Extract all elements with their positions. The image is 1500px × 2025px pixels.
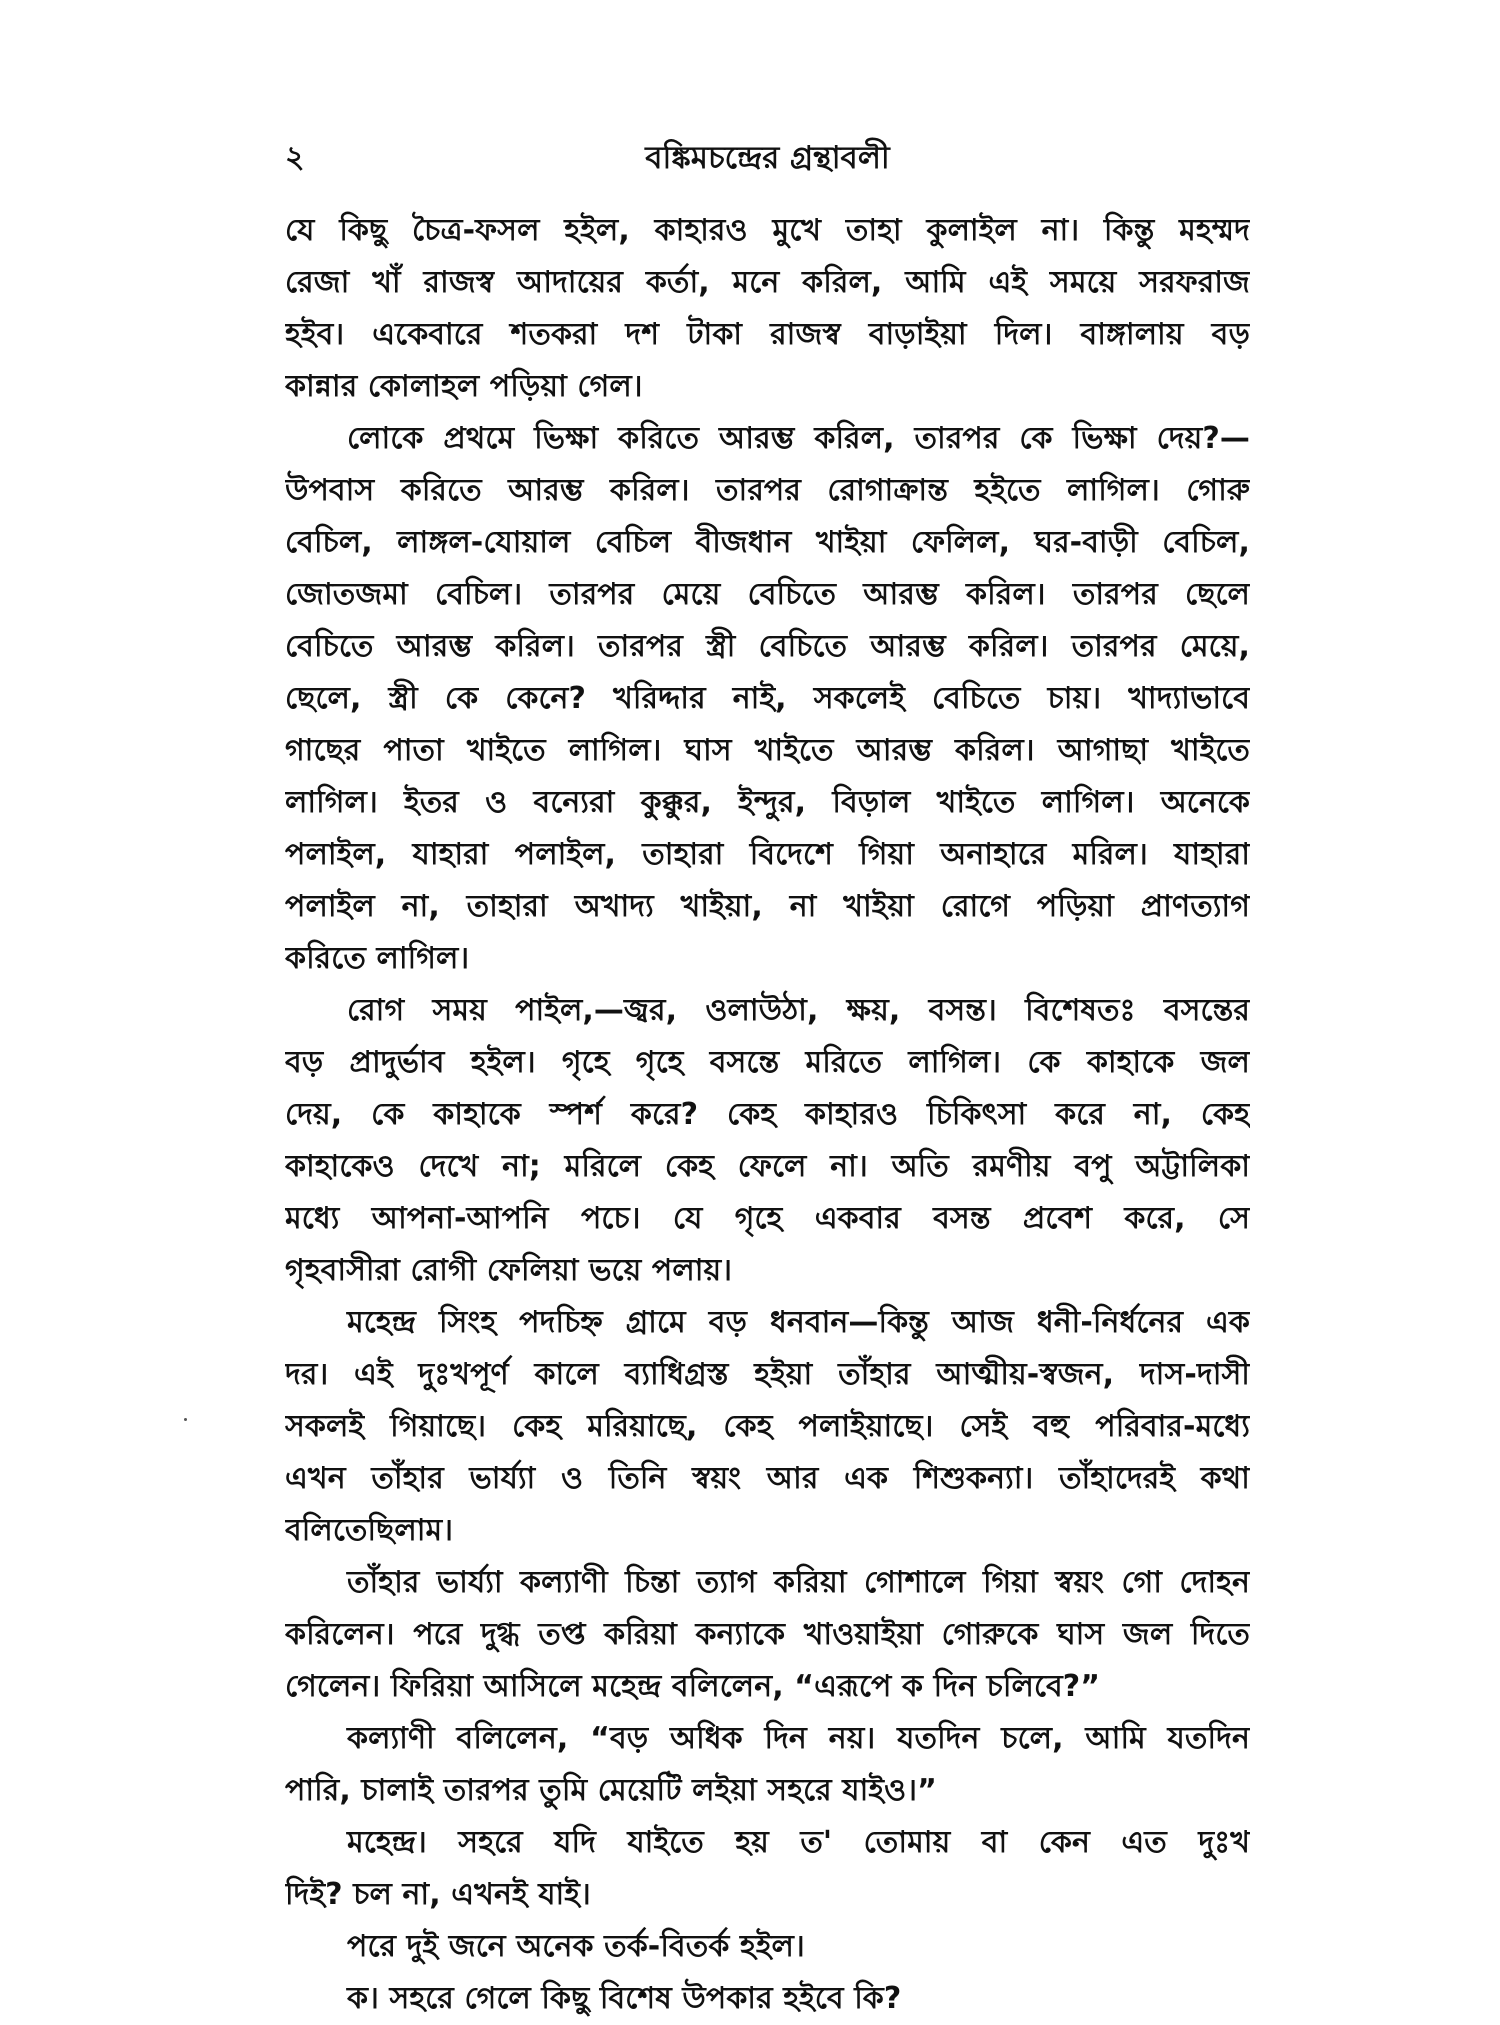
text-line: গেলেন। ফিরিয়া আসিলে মহেন্দ্র বলিলেন, “এরূপে ক দিন চলিবে?” bbox=[285, 1669, 1101, 1704]
body-text bbox=[285, 205, 1250, 2025]
text-line: করিলেন। পরে দুগ্ধ তপ্ত করিয়া কন্যাকে খাওয়াইয়া গোরুকে ঘাস জল দিতে bbox=[285, 1617, 1250, 1652]
text-line: দিই? চল না, এখনই যাই। bbox=[285, 1877, 591, 1912]
text-line: মধ্যে আপনা-আপনি পচে। যে গৃহে একবার বসন্ত প্রবেশ করে, সে bbox=[285, 1201, 1250, 1236]
text-line: বলিতেছিলাম। bbox=[285, 1513, 454, 1548]
text-line: গাছের পাতা খাইতে লাগিল। ঘাস খাইতে আরম্ভ করিল। আগাছা খাইতে bbox=[285, 733, 1250, 768]
text-line: সকলই গিয়াছে। কেহ মরিয়াছে, কেহ পলাইয়াছে। সেই বহু পরিবার-মধ্যে bbox=[285, 1409, 1250, 1444]
text-line: জোতজমা বেচিল। তারপর মেয়ে বেচিতে আরম্ভ করিল। তারপর ছেলে bbox=[285, 577, 1250, 612]
text-line: করিতে লাগিল। bbox=[285, 941, 470, 976]
page-number: ২ bbox=[285, 140, 305, 175]
text-line: পারি, চালাই তারপর তুমি মেয়েটি লইয়া সহরে যাইও।” bbox=[285, 1773, 937, 1808]
text-line: কান্নার কোলাহল পড়িয়া গেল। bbox=[285, 369, 643, 404]
text-line: মহেন্দ্র সিংহ পদচিহ্ন গ্রামে বড় ধনবান—কিন্তু আজ ধনী-নির্ধনের এক bbox=[347, 1305, 1250, 1340]
text-line: এখন তাঁহার ভার্য্যা ও তিনি স্বয়ং আর এক শিশুকন্যা। তাঁহাদেরই কথা bbox=[285, 1461, 1250, 1496]
text-line: ক। সহরে গেলে কিছু বিশেষ উপকার হইবে কি? bbox=[347, 1981, 902, 2016]
text-line: বড় প্রাদুর্ভাব হইল। গৃহে গৃহে বসন্তে মরিতে লাগিল। কে কাহাকে জল bbox=[285, 1045, 1250, 1080]
text-line: ছেলে, স্ত্রী কে কেনে? খরিদ্দার নাই, সকলেই বেচিতে চায়। খাদ্যাভাবে bbox=[285, 681, 1250, 716]
text-line: রেজা খাঁ রাজস্ব আদায়ের কর্তা, মনে করিল, আমি এই সময়ে সরফরাজ bbox=[285, 265, 1250, 300]
text-line: পলাইল, যাহারা পলাইল, তাহারা বিদেশে গিয়া অনাহারে মরিল। যাহারা bbox=[285, 837, 1250, 872]
page-header bbox=[285, 128, 1250, 188]
text-line: কাহাকেও দেখে না; মরিলে কেহ ফেলে না। অতি রমণীয় বপু অট্টালিকা bbox=[285, 1149, 1250, 1184]
text-line: বেচিল, লাঙ্গল-যোয়াল বেচিল বীজধান খাইয়া ফেলিল, ঘর-বাড়ী বেচিল, bbox=[285, 525, 1250, 560]
text-line: তাঁহার ভার্য্যা কল্যাণী চিন্তা ত্যাগ করিয়া গোশালে গিয়া স্বয়ং গো দোহন bbox=[347, 1565, 1250, 1600]
text-line: পলাইল না, তাহারা অখাদ্য খাইয়া, না খাইয়া রোগে পড়িয়া প্রাণত্যাগ bbox=[285, 889, 1250, 924]
text-line: হইব। একেবারে শতকরা দশ টাকা রাজস্ব বাড়াইয়া দিল। বাঙ্গালায় বড় bbox=[285, 317, 1250, 352]
text-line: বেচিতে আরম্ভ করিল। তারপর স্ত্রী বেচিতে আরম্ভ করিল। তারপর মেয়ে, bbox=[285, 629, 1250, 664]
text-line: মহেন্দ্র। সহরে যদি যাইতে হয় ত' তোমায় বা কেন এত দুঃখ bbox=[347, 1825, 1250, 1860]
text-line: উপবাস করিতে আরম্ভ করিল। তারপর রোগাক্রান্ত হইতে লাগিল। গোরু bbox=[285, 473, 1250, 508]
running-title: বঙ্কিমচন্দ্রের গ্রন্থাবলী bbox=[645, 140, 890, 176]
margin-speck bbox=[184, 1418, 187, 1421]
text-line: দেয়, কে কাহাকে স্পর্শ করে? কেহ কাহারও চিকিৎসা করে না, কেহ bbox=[285, 1097, 1250, 1132]
text-line: গৃহবাসীরা রোগী ফেলিয়া ভয়ে পলায়। bbox=[285, 1253, 733, 1288]
text-line: দর। এই দুঃখপূর্ণ কালে ব্যাধিগ্রস্ত হইয়া তাঁহার আত্মীয়-স্বজন, দাস-দাসী bbox=[285, 1357, 1250, 1392]
text-line: কল্যাণী বলিলেন, “বড় অধিক দিন নয়। যতদিন চলে, আমি যতদিন bbox=[347, 1721, 1250, 1756]
text-line: পরে দুই জনে অনেক তর্ক-বিতর্ক হইল। bbox=[347, 1929, 805, 1964]
text-line: যে কিছু চৈত্র-ফসল হইল, কাহারও মুখে তাহা কুলাইল না। কিন্তু মহম্মদ bbox=[285, 213, 1250, 248]
text-line: লোকে প্রথমে ভিক্ষা করিতে আরম্ভ করিল, তারপর কে ভিক্ষা দেয়?— bbox=[347, 421, 1250, 456]
text-line: লাগিল। ইতর ও বন্যেরা কুক্কুর, ইন্দুর, বিড়াল খাইতে লাগিল। অনেকে bbox=[285, 785, 1250, 820]
text-line: রোগ সময় পাইল,—জ্বর, ওলাউঠা, ক্ষয়, বসন্ত। বিশেষতঃ বসন্তের bbox=[347, 993, 1250, 1028]
